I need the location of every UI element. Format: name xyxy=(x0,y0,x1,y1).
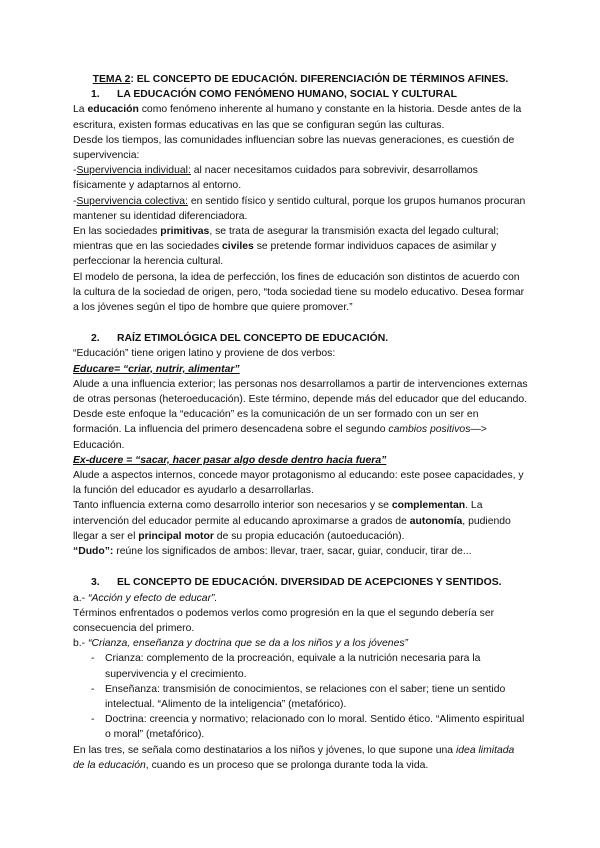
bold-term: principal motor xyxy=(138,530,214,542)
underlined-term: Supervivencia colectiva: xyxy=(76,195,188,207)
paragraph: La educación como fenómeno inherente al humano y constante en la historia. Desde antes de la escritura, existen formas educativas en las que se configuran según las culturas. xyxy=(73,104,522,131)
bold-term: civiles xyxy=(222,241,254,253)
italic-term: “Acción y efecto de educar”. xyxy=(88,592,218,604)
section-title: RAÍZ ETIMOLÓGICA DEL CONCEPTO DE EDUCACIÓN. xyxy=(117,333,389,345)
paragraph: “Dudo”: reúne los significados de ambos: llevar, traer, sacar, guiar, conducir, tirar de... xyxy=(73,546,472,558)
paragraph: Tanto influencia externa como desarrollo interior son necesarios y se complementan. La intervención del educador permite al educando aproximarse a grados de autonomía, pudiendo llegar a ser el principal motor de su propia educación (autoeducación). xyxy=(73,500,511,542)
paragraph: -Supervivencia colectiva: en sentido físico y sentido cultural, porque los grupos humanos procuran mantener su identidad diferenciadora. xyxy=(73,195,526,222)
paragraph: a.- “Acción y efecto de educar”. xyxy=(73,592,218,604)
acepciones-list xyxy=(73,651,528,742)
paragraph: b.- “Crianza, enseñanza y doctrina que se da a los niños y a los jóvenes” xyxy=(73,638,408,650)
term-educare: Educare= “criar, nutrir, alimentar” xyxy=(73,363,240,375)
paragraph: Alude a una influencia exterior; las personas nos desarrollamos a partir de intervenciones externas de otras personas (heteroeducación). Este término, depende más del educador que del educando. xyxy=(73,378,528,406)
document-title xyxy=(73,72,528,87)
paragraph: Alude a aspectos internos, concede mayor protagonismo al educando: este posee capacidades, y la función del educador es ayudarlo a desarrollarlas. xyxy=(73,470,524,497)
section-number: 3. xyxy=(91,577,100,589)
bold-term: primitivas xyxy=(160,226,210,238)
title-tema: TEMA 2 xyxy=(92,74,131,85)
section-title: EL CONCEPTO DE EDUCACIÓN. DIVERSIDAD DE ACEPCIONES Y SENTIDOS. xyxy=(117,577,502,589)
section-3-heading xyxy=(73,575,528,590)
italic-term: “Crianza, enseñanza y doctrina que se da a los niños y a los jóvenes” xyxy=(88,638,408,650)
document-page xyxy=(73,72,528,773)
title-text: : EL CONCEPTO DE EDUCACIÓN. DIFERENCIACIÓN DE TÉRMINOS AFINES. xyxy=(130,74,509,85)
italic-term: cambios positivos xyxy=(388,424,471,436)
section-1-heading xyxy=(73,87,528,102)
section-title: LA EDUCACIÓN COMO FENÓMENO HUMANO, SOCIAL Y CULTURAL xyxy=(117,89,458,101)
term-exducere: Ex-ducere = “sacar, hacer pasar algo desde dentro hacia fuera” xyxy=(73,454,387,466)
section-2-heading xyxy=(73,331,528,346)
bold-term: autonomía xyxy=(409,515,463,527)
paragraph: Desde los tiempos, las comunidades influencian sobre las nuevas generaciones, es cuestión de supervivencia: xyxy=(73,134,515,162)
bold-term: “Dudo”: xyxy=(73,546,114,558)
section-number: 2. xyxy=(91,333,100,345)
section-number: 1. xyxy=(91,89,100,101)
bold-term: complementan xyxy=(391,500,466,512)
paragraph: El modelo de persona, la idea de perfección, los fines de educación son distintos de acuerdo con la cultura de la sociedad de origen, pero, “toda sociedad tiene su modelo educativo. Desea formar a los jóvenes según el tipo de hombre que quiere promover.” xyxy=(73,271,525,314)
paragraph: Desde este enfoque la “educación” es la comunicación de un ser formado con un ser en formación. La influencia del primero desencadena sobre el segundo cambios positivos—> Educación. xyxy=(73,409,487,451)
underlined-term: Supervivencia individual: xyxy=(76,165,191,177)
paragraph: En las tres, se señala como destinatarios a los niños y jóvenes, lo que supone una idea limitada de la educación, cuando es un proceso que se prolonga durante toda la vida. xyxy=(73,744,515,771)
paragraph: Términos enfrentados o podemos verlos como progresión en la que el segundo debería ser consecuencia del primero. xyxy=(73,607,495,634)
bold-term: educación xyxy=(87,104,139,116)
list-item: - Crianza: complemento de la procreación, equivale a la nutrición necesaria para la supervivencia y el crecimiento. xyxy=(91,651,528,681)
list-item: - Enseñanza: transmisión de conocimientos, se relaciones con el saber; tiene un sentido intelectual. “Alimento de la inteligencia” (metafórico). xyxy=(91,682,528,712)
paragraph: “Educación” tiene origen latino y proviene de dos verbos: xyxy=(73,348,336,360)
list-item: - Doctrina: creencia y normativo; relacionado con lo moral. Sentido ético. “Alimento espiritual o moral” (metafórico). xyxy=(91,712,528,742)
paragraph: -Supervivencia individual: al nacer necesitamos cuidados para sobrevivir, desarrollamos físicamente y adaptarnos al entorno. xyxy=(73,165,478,192)
italic-term: idea limitada de la educación xyxy=(73,744,515,771)
paragraph: En las sociedades primitivas, se trata de asegurar la transmisión exacta del legado cultural; mientras que en las sociedades civiles se pretende formar individuos capaces de asimilar y perfeccionar la herencia cultural. xyxy=(73,226,499,268)
